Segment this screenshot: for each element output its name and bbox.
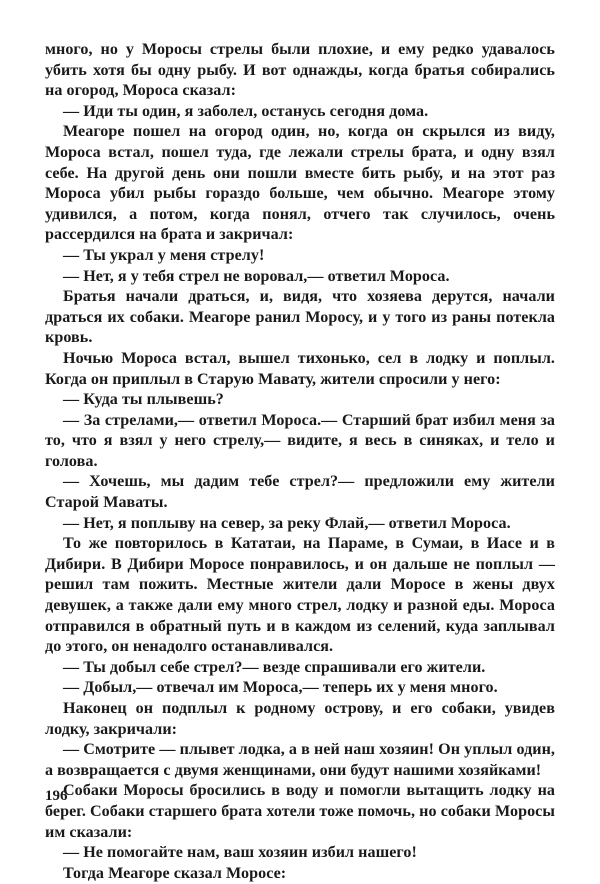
paragraph: — Куда ты плывешь? bbox=[63, 391, 224, 409]
paragraph: То же повторилось в Кататаи, на Параме, в Сумаи, в Иасе и в Дибири. В Дибири Моросе понравилось, и он дальше не поплыл — решил там пожить. Местные жители дали Моросе в жены двух девушек, а также дали ему много стрел, лодку и разной еды. Мороса отправился в обратный путь и в каждом из селений, куда заплывал до этого, он ненадолго останавливался. bbox=[45, 535, 555, 656]
paragraph: — Ты украл у меня стрелу! bbox=[63, 246, 265, 264]
paragraph: — Хочешь, мы дадим тебе стрел?— предложили ему жители Старой Маваты. bbox=[45, 473, 555, 512]
paragraph: — Добыл,— отвечал им Мороса,— теперь их у меня много. bbox=[63, 679, 498, 697]
paragraph: Братья начали драться, и, видя, что хозяева дерутся, начали драться их собаки. Меагоре ранил Моросу, и у того из раны потекла кровь. bbox=[45, 288, 555, 347]
paragraph: Тогда Меагоре сказал Моросе: bbox=[63, 864, 287, 882]
page-number: 196 bbox=[45, 788, 68, 804]
paragraph: Меагоре пошел на огород один, но, когда он скрылся из виду, Мороса встал, пошел туда, где лежали стрелы брата, и одну взял себе. На другой день они пошли вместе бить рыбу, и на этот раз Мороса убил рыбы гораздо больше, чем обычно. Меагоре этому удивился, а потом, когда понял, отчего так случилось, очень рассердился на брата и закричал: bbox=[45, 123, 555, 244]
paragraph: Собаки Моросы бросились в воду и помогли вытащить лодку на берег. Собаки старшего брата хотели тоже помочь, но собаки Моросы им сказали: bbox=[45, 782, 555, 841]
paragraph: — Нет, я поплыву на север, за реку Флай,— ответил Мороса. bbox=[63, 514, 511, 532]
paragraph: — Ты добыл себе стрел?— везде спрашивали его жители. bbox=[63, 658, 486, 676]
paragraph: — За стрелами,— ответил Мороса.— Старший брат избил меня за то, что я взял у него стрелу,— видите, я весь в синяках, и тело и голова. bbox=[45, 411, 555, 470]
paragraph: — Нет, я у тебя стрел не воровал,— ответил Мороса. bbox=[63, 267, 450, 285]
paragraph: — Смотрите — плывет лодка, а в ней наш хозяин! Он уплыл один, а возвращается с двумя женщинами, они будут нашими хозяйками! bbox=[45, 741, 555, 779]
paragraph: Наконец он подплыл к родному острову, и его собаки, увидев лодку, закричали: bbox=[45, 700, 555, 738]
paragraph: много, но у Моросы стрелы были плохие, и ему редко удавалось убить хотя бы одну рыбу. И вот однажды, когда братья собирались на огород, Мороса сказал: bbox=[45, 41, 555, 100]
paragraph: — Не помогайте нам, ваш хозяин избил нашего! bbox=[63, 844, 417, 862]
paragraph: — Иди ты один, я заболел, останусь сегодня дома. bbox=[63, 102, 429, 120]
paragraph: Ночью Мороса встал, вышел тихонько, сел в лодку и поплыл. Когда он приплыл в Старую Мавату, жители спросили у него: bbox=[45, 349, 555, 388]
page-text bbox=[45, 40, 555, 884]
